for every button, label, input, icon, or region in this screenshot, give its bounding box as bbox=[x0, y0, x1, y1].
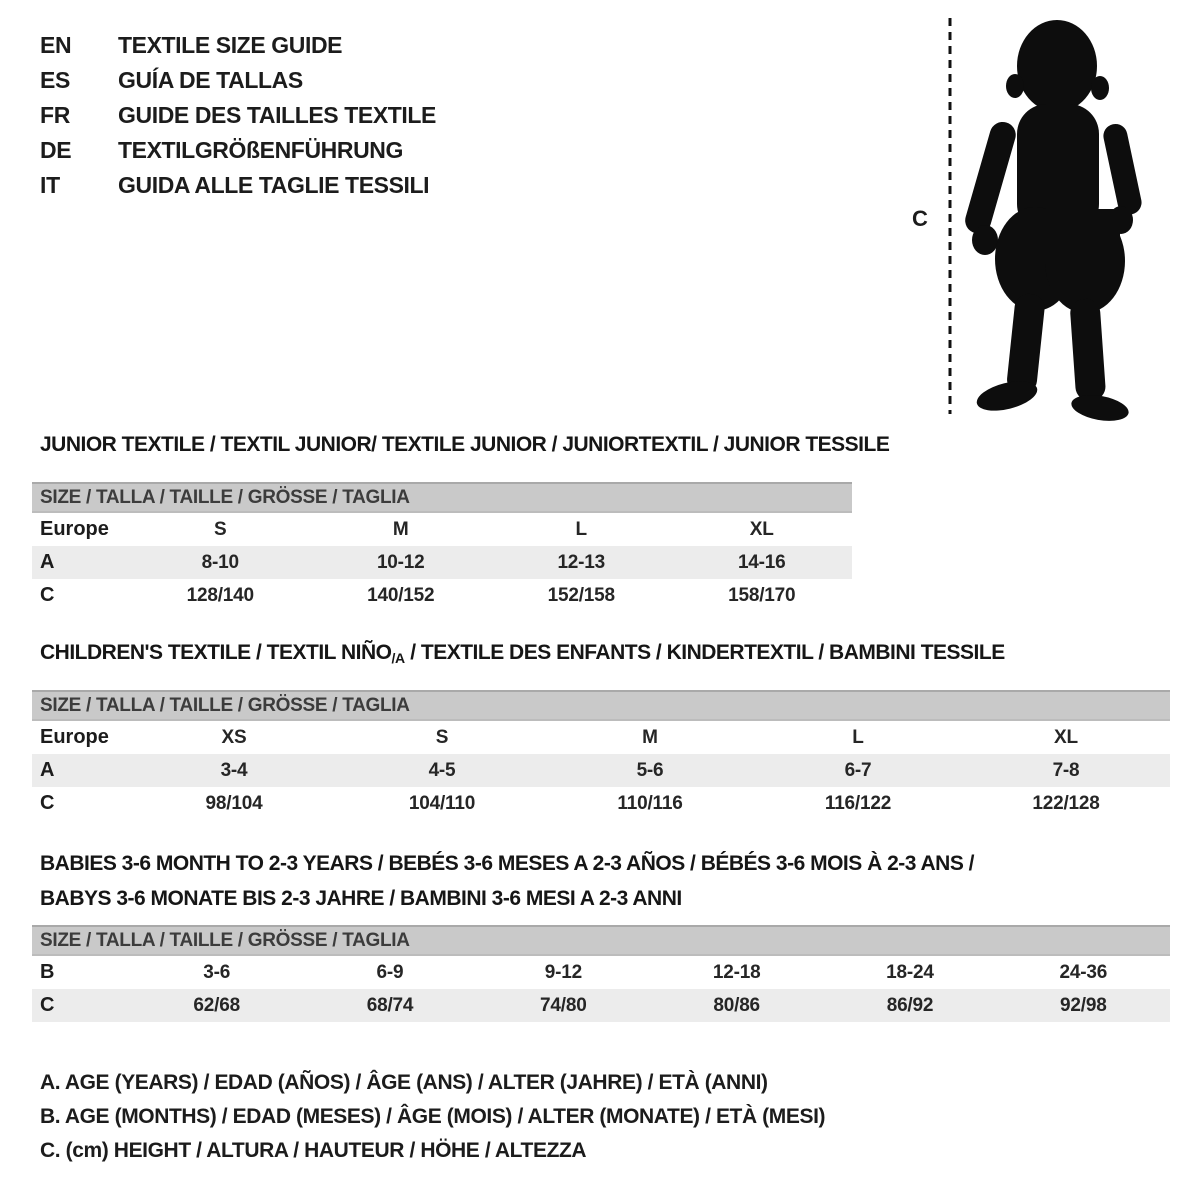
table-cell: XL bbox=[1054, 726, 1078, 748]
legend-line-c: C. (cm) HEIGHT / ALTURA / HAUTEUR / HÖHE / ALTEZZA bbox=[40, 1139, 587, 1162]
table-cell: S bbox=[214, 518, 227, 540]
table-row bbox=[32, 787, 1170, 820]
table-cell: 18-24 bbox=[886, 961, 934, 983]
legend-line-b: B. AGE (MONTHS) / EDAD (MESES) / ÂGE (MOIS) / ALTER (MONATE) / ETÀ (MESI) bbox=[40, 1105, 826, 1128]
table-cell: 5-6 bbox=[636, 759, 664, 781]
language-row-fr bbox=[40, 98, 436, 133]
table-cell: XS bbox=[221, 726, 247, 748]
table-cell: 128/140 bbox=[186, 584, 254, 606]
table-cell: 122/128 bbox=[1032, 792, 1100, 814]
table-cell: 62/68 bbox=[193, 994, 240, 1016]
children-title-pre: CHILDREN'S TEXTILE / TEXTIL NIÑO bbox=[40, 641, 392, 664]
babies-size-header-row bbox=[32, 925, 1170, 956]
language-code-en: EN bbox=[40, 32, 72, 58]
babies-section-title bbox=[40, 846, 974, 916]
junior-section-title: JUNIOR TEXTILE / TEXTIL JUNIOR/ TEXTILE JUNIOR / JUNIORTEXTIL / JUNIOR TESSILE bbox=[40, 433, 890, 456]
table-row bbox=[32, 579, 852, 612]
table-cell: 104/110 bbox=[408, 792, 476, 814]
table-cell: 9-12 bbox=[544, 961, 582, 983]
table-cell: 24-36 bbox=[1059, 961, 1108, 983]
table-row bbox=[32, 956, 1170, 989]
children-section-title bbox=[40, 641, 1005, 666]
language-code-it: IT bbox=[40, 172, 60, 198]
table-cell: 12-18 bbox=[712, 961, 761, 983]
children-size-table bbox=[32, 690, 1170, 820]
table-cell: 92/98 bbox=[1060, 994, 1107, 1016]
row-label: B bbox=[40, 961, 55, 983]
table-cell: 10-12 bbox=[376, 551, 425, 573]
language-title-en: TEXTILE SIZE GUIDE bbox=[118, 32, 343, 58]
legend-line-a: A. AGE (YEARS) / EDAD (AÑOS) / ÂGE (ANS) / ALTER (JAHRE) / ETÀ (ANNI) bbox=[40, 1071, 768, 1094]
table-cell: M bbox=[642, 726, 658, 748]
table-cell: 12-13 bbox=[557, 551, 606, 573]
table-cell: 4-5 bbox=[428, 759, 456, 781]
table-cell: 3-6 bbox=[203, 961, 231, 983]
language-title-fr: GUIDE DES TAILLES TEXTILE bbox=[118, 102, 436, 128]
children-size-header-row bbox=[32, 690, 1170, 721]
language-title-block bbox=[40, 28, 436, 203]
table-cell: 152/158 bbox=[547, 584, 615, 606]
language-code-es: ES bbox=[40, 67, 71, 93]
children-title-sub: /A bbox=[391, 650, 405, 666]
row-label: C bbox=[40, 792, 55, 814]
language-row-it bbox=[40, 168, 436, 203]
table-cell: XL bbox=[749, 518, 774, 540]
table-cell: 116/122 bbox=[824, 792, 892, 814]
language-title-de: TEXTILGRÖßENFÜHRUNG bbox=[118, 137, 403, 163]
table-cell: 98/104 bbox=[205, 792, 263, 814]
toddler-silhouette-shape bbox=[962, 20, 1144, 424]
language-row-de bbox=[40, 133, 436, 168]
table-row bbox=[32, 989, 1170, 1022]
junior-size-table bbox=[32, 482, 852, 612]
height-measure-label: C bbox=[912, 206, 928, 231]
junior-size-header-text: SIZE / TALLA / TAILLE / GRÖSSE / TAGLIA bbox=[40, 486, 410, 508]
language-code-fr: FR bbox=[40, 102, 71, 128]
table-cell: 158/170 bbox=[728, 584, 796, 606]
children-title-post: / TEXTILE DES ENFANTS / KINDERTEXTIL / BAMBINI TESSILE bbox=[404, 641, 1005, 664]
row-label: Europe bbox=[40, 518, 109, 540]
row-label: Europe bbox=[40, 726, 109, 748]
table-cell: M bbox=[392, 518, 409, 540]
language-title-it: GUIDA ALLE TAGLIE TESSILI bbox=[118, 172, 430, 198]
table-cell: 86/92 bbox=[886, 994, 934, 1016]
table-cell: 6-7 bbox=[844, 759, 872, 781]
row-label: C bbox=[40, 584, 55, 606]
table-cell: 6-9 bbox=[376, 961, 404, 983]
babies-title-line1: BABIES 3-6 MONTH TO 2-3 YEARS / BEBÉS 3-6 MESES A 2-3 AÑOS / BÉBÉS 3-6 MOIS À 2-3 ANS / bbox=[40, 852, 975, 875]
table-cell: S bbox=[435, 726, 449, 748]
babies-title-line2: BABYS 3-6 MONATE BIS 2-3 JAHRE / BAMBINI 3-6 MESI A 2-3 ANNI bbox=[40, 887, 682, 910]
table-cell: 74/80 bbox=[540, 994, 587, 1016]
row-label: A bbox=[40, 759, 55, 781]
table-cell: 8-10 bbox=[201, 551, 239, 573]
table-cell: 140/152 bbox=[367, 584, 435, 606]
junior-size-header-row bbox=[32, 482, 852, 513]
language-row-es bbox=[40, 63, 436, 98]
table-row bbox=[32, 546, 852, 579]
table-row bbox=[32, 754, 1170, 787]
table-cell: 3-4 bbox=[220, 759, 248, 781]
language-title-es: GUÍA DE TALLAS bbox=[118, 67, 303, 93]
table-cell: L bbox=[575, 518, 587, 540]
table-cell: 7-8 bbox=[1052, 759, 1080, 781]
language-row-en bbox=[40, 28, 436, 63]
babies-size-header-text: SIZE / TALLA / TAILLE / GRÖSSE / TAGLIA bbox=[40, 929, 410, 951]
table-cell: L bbox=[852, 726, 864, 748]
row-label: A bbox=[40, 551, 55, 573]
language-code-de: DE bbox=[40, 137, 72, 163]
baby-silhouette-icon bbox=[935, 14, 1145, 424]
table-row bbox=[32, 721, 1170, 754]
babies-size-table bbox=[32, 925, 1170, 1022]
table-cell: 14-16 bbox=[737, 551, 786, 573]
table-cell: 68/74 bbox=[366, 994, 414, 1016]
table-cell: 110/116 bbox=[617, 792, 683, 814]
table-row bbox=[32, 513, 852, 546]
legend-block bbox=[40, 1066, 825, 1168]
table-cell: 80/86 bbox=[713, 994, 760, 1016]
children-size-header-text: SIZE / TALLA / TAILLE / GRÖSSE / TAGLIA bbox=[40, 694, 410, 716]
row-label: C bbox=[40, 994, 55, 1016]
